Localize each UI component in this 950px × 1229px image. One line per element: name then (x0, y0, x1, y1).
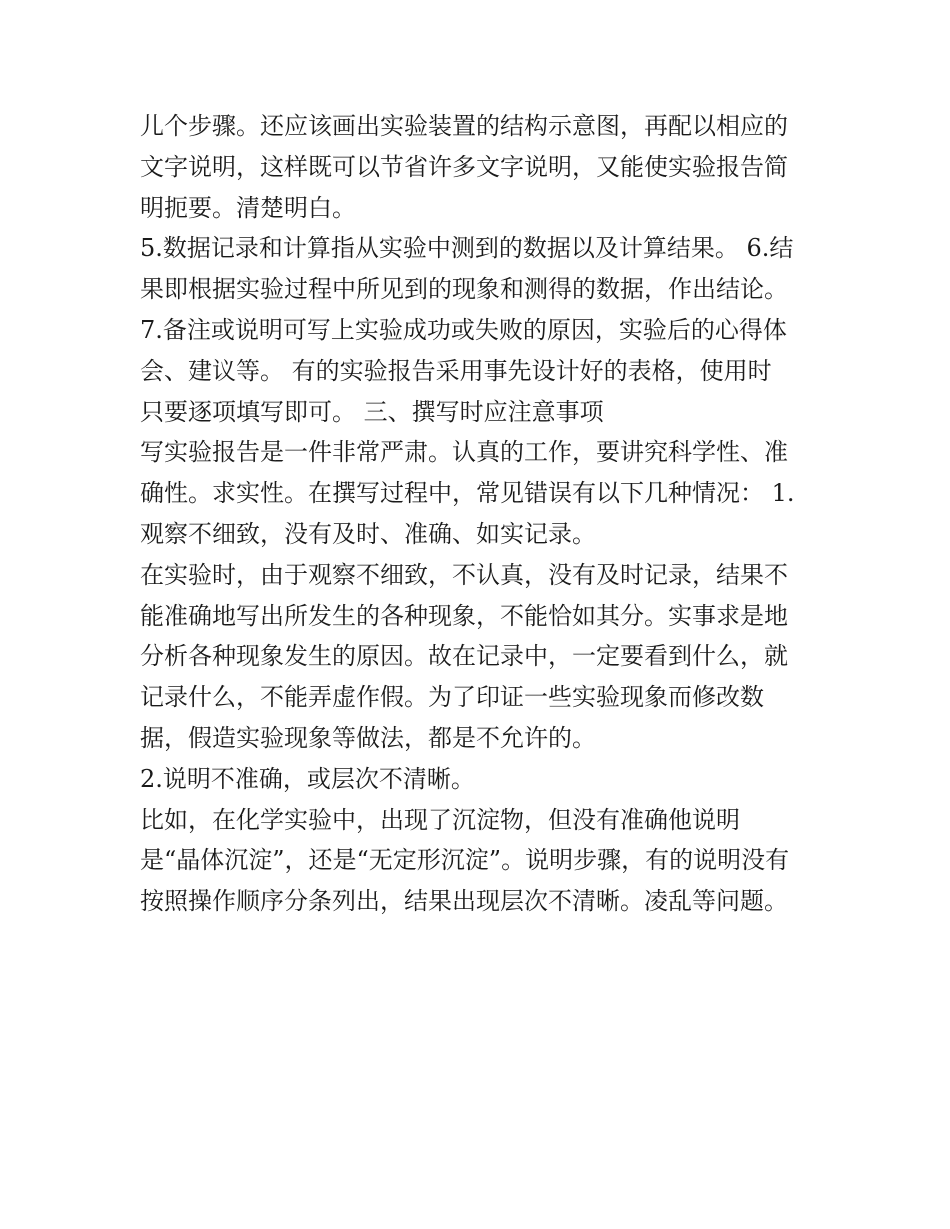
text-line: 据，假造实验现象等做法，都是不允许的。 (140, 723, 596, 752)
text-line: 文字说明，这样既可以节省许多文字说明，又能使实验报告简 (140, 152, 788, 181)
text-line: 2.说明不准确，或层次不清晰。 (140, 764, 475, 793)
text-line: 能准确地写出所发生的各种现象，不能恰如其分。实事求是地 (140, 601, 788, 630)
text-line: 确性。求实性。在撰写过程中，常见错误有以下几种情况： 1. (140, 479, 795, 508)
text-line: 写实验报告是一件非常严肃。认真的工作，要讲究科学性、准 (140, 438, 788, 467)
text-line: 明扼要。清楚明白。 (140, 193, 356, 222)
text-line: 只要逐项填写即可。 三、撰写时应注意事项 (140, 397, 604, 426)
text-line: 按照操作顺序分条列出，结果出现层次不清晰。凌乱等问题。 (140, 887, 788, 916)
text-line: 比如，在化学实验中，出现了沉淀物，但没有准确他说明 (140, 805, 740, 834)
text-line: 7.备注或说明可写上实验成功或失败的原因，实验后的心得体 (140, 315, 787, 344)
text-line: 5.数据记录和计算指从实验中测到的数据以及计算结果。 6.结 (140, 234, 794, 263)
text-line: 会、建议等。 有的实验报告采用事先设计好的表格，使用时 (140, 356, 772, 385)
text-line: 记录什么，不能弄虚作假。为了印证一些实验现象而修改数 (140, 683, 764, 712)
text-line: 分析各种现象发生的原因。故在记录中，一定要看到什么，就 (140, 642, 788, 671)
text-line: 在实验时，由于观察不细致，不认真，没有及时记录，结果不 (140, 560, 788, 589)
text-line: 儿个步骤。还应该画出实验装置的结构示意图，再配以相应的 (140, 112, 788, 140)
text-line: 观察不细致，没有及时、准确、如实记录。 (140, 519, 596, 548)
body-text (140, 106, 820, 922)
text-line: 是“晶体沉淀”，还是“无定形沉淀”。说明步骤，有的说明没有 (140, 846, 790, 875)
text-line: 果即根据实验过程中所见到的现象和测得的数据，作出结论。 (140, 275, 788, 304)
